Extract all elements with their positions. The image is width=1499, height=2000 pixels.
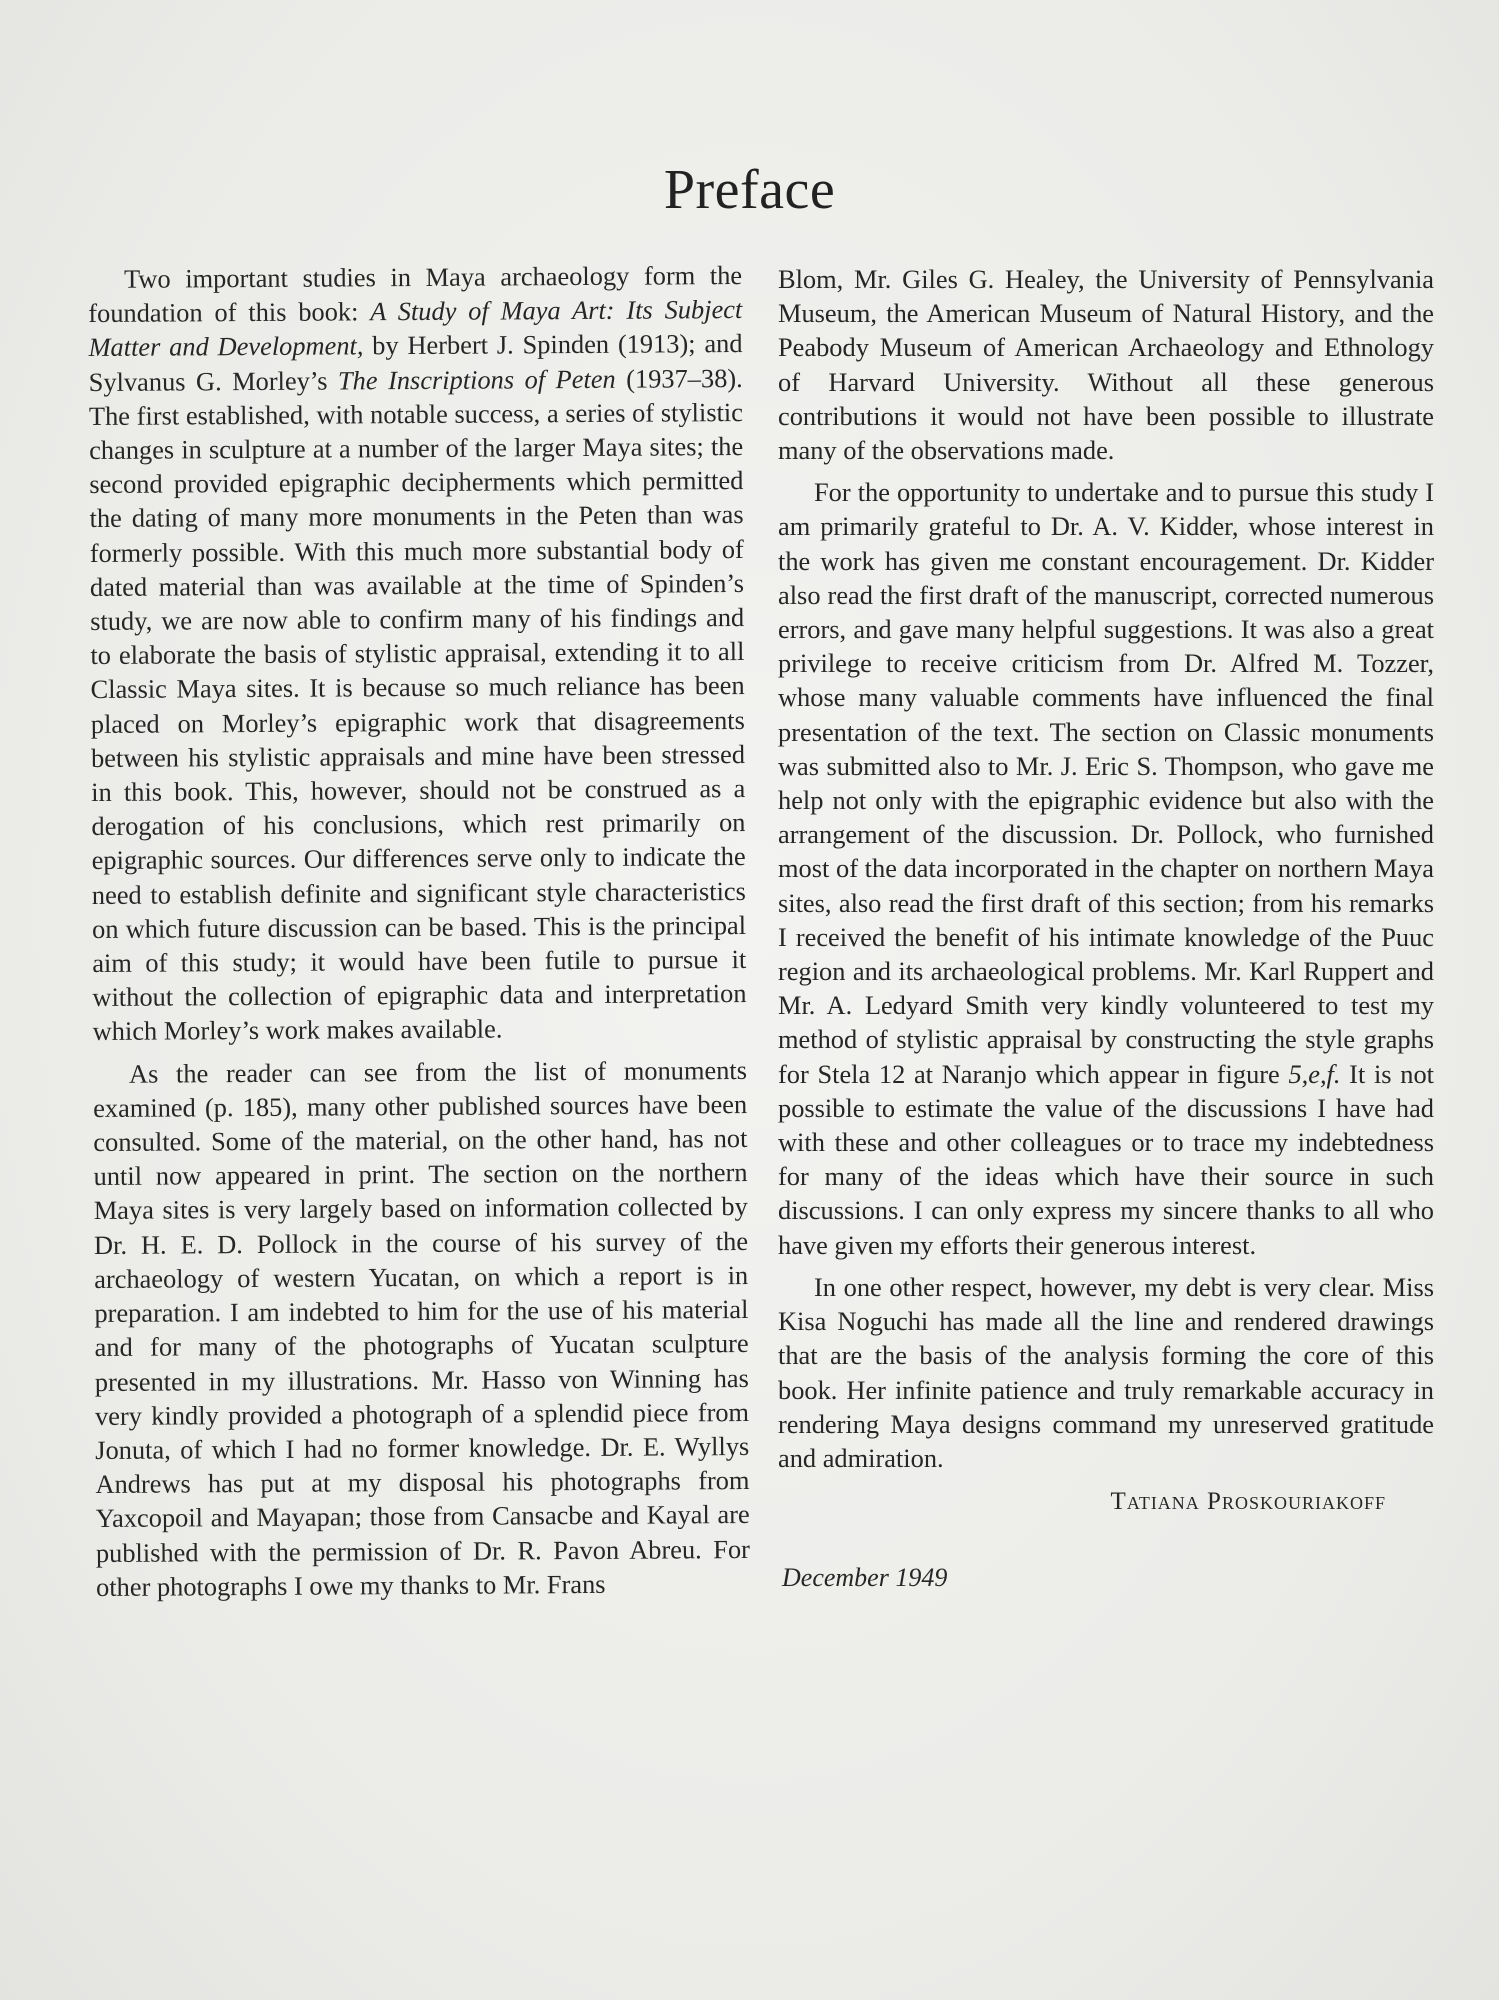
paragraph-intro	[88, 258, 747, 1049]
text-run: Two important studies in Maya archaeology form the foundation of this book:	[88, 260, 743, 329]
paragraph-acknowledgements	[778, 475, 1434, 1262]
right-column	[778, 262, 1434, 1596]
paragraph-sources: As the reader can see from the list of monuments examined (p. 185), many other published sources have been consulted. Some of the material, on the other hand, has not until now appeared in print. The section on the northern Maya sites is very largely based on information collected by Dr. H. E. D. Pollock in the course of his survey of the archaeology of western Yucatan, on which a report is in preparation. I am indebted to him for the use of his material and for many of the photographs of Yucatan sculpture presented in my illustrations. Mr. Hasso von Winning has very kindly provided a photograph of a splendid piece from Jonuta, of which I had no former knowledge. Dr. E. Wyllys Andrews has put at my disposal his photographs from Yaxcopoil and Mayapan; those from Cansacbe and Kayal are published with the permission of Dr. R. Pavon Abreu. For other photographs I owe my thanks to Mr. Frans	[93, 1054, 750, 1602]
page-title: Preface	[663, 159, 836, 221]
text-run: For the opportunity to undertake and to pursue this study I am primarily grateful to Dr. A. V. Kidder, whose interest in the work has given me constant encouragement. Dr. Kidder also read the first draft of the manuscript, corrected numerous errors, and gave many helpful suggestions. It was also a great privilege to receive criticism from Dr. Alfred M. Tozzer, whose many valuable comments have influenced the final presentation of the text. The section on Classic monuments was submitted also to Mr. J. Eric S. Thompson, who gave me help not only with the epigraphic evidence but also with the arrangement of the discussion. Dr. Pollock, who furnished most of the data incorporated in the chapter on northern Maya sites, also read the first draft of this section; from his remarks I received the benefit of his intimate knowledge of the Puuc region and its archaeological problems. Mr. Karl Ruppert and Mr. A. Ledyard Smith very kindly volunteered to test my method of stylistic appraisal by constructing the style graphs for Stela 12 at Naranjo which appear in figure	[778, 477, 1434, 1089]
preface-date: December 1949	[782, 1563, 948, 1593]
paragraph-drawings: In one other respect, however, my debt is very clear. Miss Kisa Noguchi has made all the line and rendered drawings that are the basis of the analysis forming the core of this book. Her infinite patience and truly remarkable accuracy in rendering Maya designs command my unreserved gratitude and admiration.	[778, 1271, 1434, 1473]
italic-figure-ref: 5,e,f.	[1288, 1058, 1341, 1089]
author-signature: Tatiana Proskouriakoff	[1110, 1488, 1386, 1516]
italic-title-spinden: A Study of Maya Art: Its Subject Matter and Development,	[88, 294, 743, 363]
text-run: by Herbert J. Spinden (1913); and Sylvanus G. Morley’s	[88, 328, 743, 397]
text-run: It is not possible to estimate the value of the discussions I have had with these and other colleagues or to trace my indebtedness for many of the ideas which have their source in such discussions. I can only express my sincere thanks to all who have given my efforts their generous interest.	[778, 1058, 1434, 1260]
italic-title-morley: The Inscriptions of Peten	[337, 363, 616, 396]
paragraph-continued: Blom, Mr. Giles G. Healey, the University of Pennsylvania Museum, the American Museum of Natural History, and the Peabody Museum of American Archaeology and Ethnology of Harvard University. Without all these generous contributions it would not have been possible to illustrate many of the observations made.	[778, 264, 1434, 466]
text-run: (1937–38). The first established, with notable success, a series of stylistic changes in sculpture at a number of the larger Maya sites; the second provided epigraphic decipherments which permitted the dating of many more monuments in the Peten than was formerly possible. With this much more substantial body of dated material than was available at the time of Spinden’s study, we are now able to confirm many of his findings and to elaborate the basis of stylistic appraisal, extending it to all Classic Maya sites. It is because so much reliance has been placed on Morley’s epigraphic work that disagreements between his stylistic appraisals and mine have been stressed in this book. This, however, should not be construed as a derogation of his conclusions, which rest primarily on epigraphic sources. Our differences serve only to indicate the need to establish definite and significant style characteristics on which future discussion can be based. This is the principal aim of this study; it would have been futile to pursue it without the collection of epigraphic data and interpretation which Morley’s work makes available.	[88, 362, 747, 1047]
left-column	[88, 258, 750, 1612]
